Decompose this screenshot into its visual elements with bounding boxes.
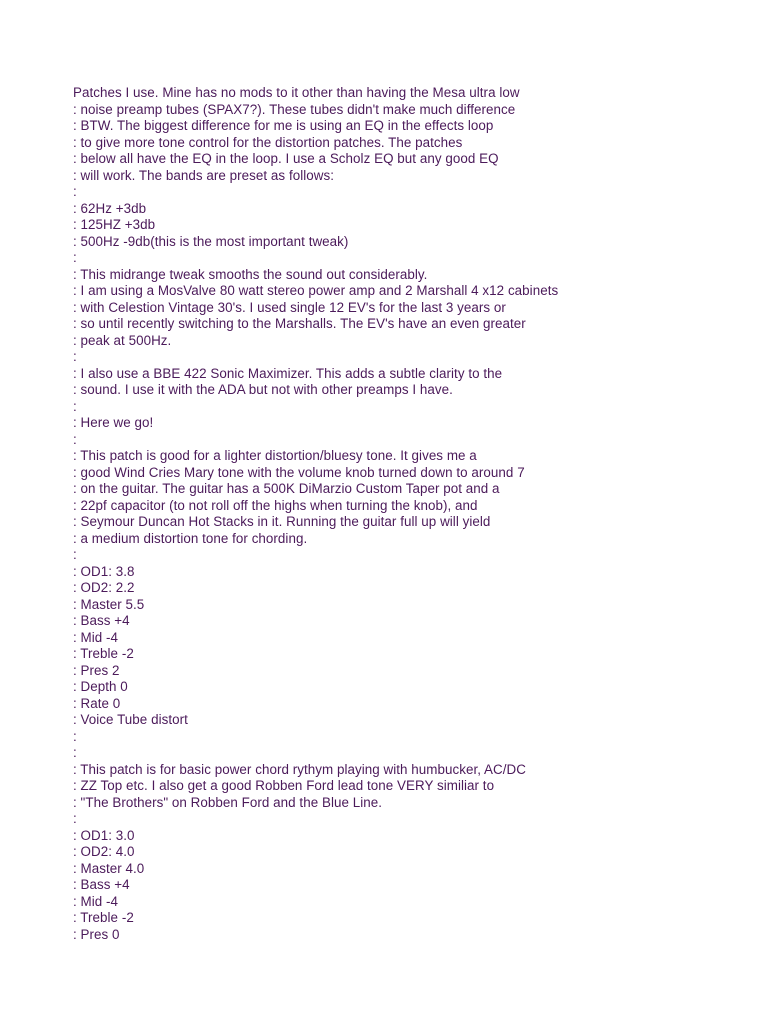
text-line: : I am using a MosValve 80 watt stereo power amp and 2 Marshall 4 x12 cabinets [73,283,559,298]
text-line: : [73,728,77,744]
text-line: : OD2: 4.0 [73,844,135,859]
text-line: : This patch is good for a lighter distortion/bluesy tone. It gives me a [73,448,477,463]
text-line: : 22pf capacitor (to not roll off the highs when turning the knob), and [73,497,478,513]
text-line: : Rate 0 [73,695,121,711]
text-line: : sound. I use it with the ADA but not with other preamps I have. [73,382,453,397]
text-line: : [73,745,77,760]
text-line: : Seymour Duncan Hot Stacks in it. Running the guitar full up will yield [73,514,491,529]
text-line: : ZZ Top etc. I also get a good Robben Ford lead tone VERY similiar to [73,778,495,793]
text-line: : This patch is for basic power chord rythym playing with humbucker, AC/DC [73,761,526,777]
text-line: : [73,398,77,414]
text-line: : I also use a BBE 422 Sonic Maximizer. This adds a subtle clarity to the [73,365,503,381]
text-line: : noise preamp tubes (SPAX7?). These tubes didn't make much difference [73,101,516,117]
text-line: : a medium distortion tone for chording. [73,530,308,546]
text-line: : with Celestion Vintage 30's. I used single 12 EV's for the last 3 years or [73,299,506,315]
text-line: : "The Brothers" on Robben Ford and the Blue Line. [73,794,383,810]
text-line: : good Wind Cries Mary tone with the volume knob turned down to around 7 [73,464,525,480]
text-line: : 500Hz -9db(this is the most important tweak) [73,233,349,249]
text-line: : BTW. The biggest difference for me is using an EQ in the effects loop [73,118,494,133]
text-line: : [73,811,77,826]
text-line: : Mid -4 [73,893,119,909]
text-line: Patches I use. Mine has no mods to it other than having the Mesa ultra low [73,85,520,100]
text-line: : [73,184,77,199]
text-line: : will work. The bands are preset as follows: [73,167,334,183]
text-line: : Here we go! [73,415,154,430]
text-line: : 125HZ +3db [73,217,156,232]
text-line: : Master 5.5 [73,596,145,612]
text-line: : OD1: 3.8 [73,563,135,579]
text-line: : to give more tone control for the distortion patches. The patches [73,134,463,150]
text-line: : Depth 0 [73,679,128,694]
text-line: : OD1: 3.0 [73,827,135,843]
text-line: : peak at 500Hz. [73,332,172,348]
text-line: : This midrange tweak smooths the sound out considerably. [73,266,428,282]
text-line: : Voice Tube distort [73,712,188,727]
text-line: : [73,250,77,265]
text-line: : below all have the EQ in the loop. I use a Scholz EQ but any good EQ [73,151,499,166]
text-line: : OD2: 2.2 [73,580,135,595]
text-line: : 62Hz +3db [73,200,147,216]
text-line: : Mid -4 [73,629,119,645]
text-line: : Pres 0 [73,926,120,942]
text-line: : Master 4.0 [73,860,145,876]
text-line: : so until recently switching to the Marshalls. The EV's have an even greater [73,316,526,331]
document-text [73,85,733,943]
text-line: : [73,349,77,364]
text-line: : Pres 2 [73,662,120,678]
text-line: : Treble -2 [73,646,134,661]
text-line: : [73,431,77,447]
text-line: : on the guitar. The guitar has a 500K DiMarzio Custom Taper pot and a [73,481,500,496]
text-line: : Bass +4 [73,877,130,892]
text-line: : Bass +4 [73,613,130,628]
text-line: : [73,547,77,562]
text-line: : Treble -2 [73,910,134,925]
